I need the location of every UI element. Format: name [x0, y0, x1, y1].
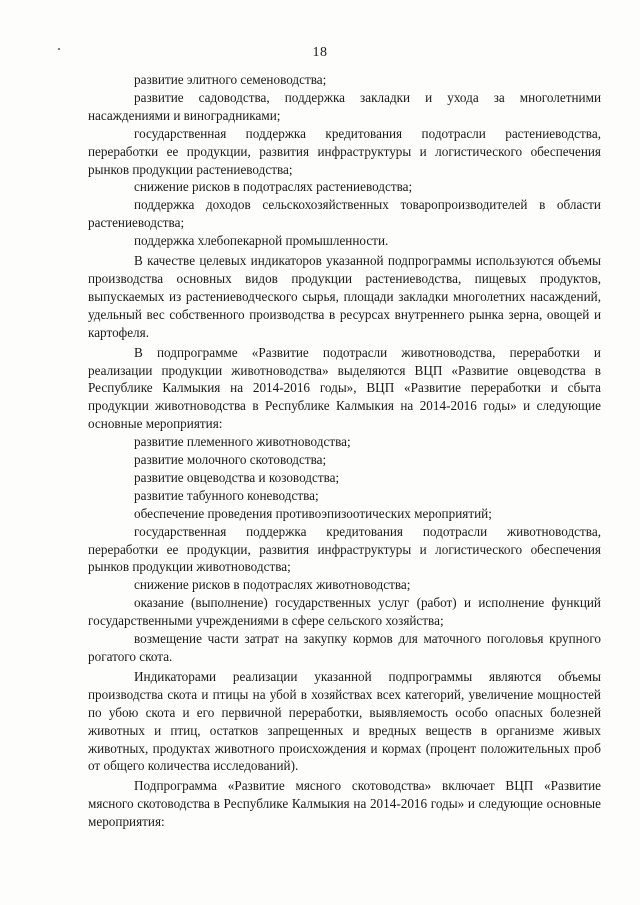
list-item: развитие садоводства, поддержка закладки и ухода за многолетними насаждениями и виноградниками; — [88, 89, 601, 123]
page-number: 18 — [312, 45, 328, 60]
paragraph: В подпрограмме «Развитие подотрасли животноводства, переработки и реализации продукции животноводства» выделяются ВЦП «Развитие овцеводства в Республике Калмыкия на 2014-2016 годы», ВЦП «Развитие переработки и сбыта продукции животноводства в Республике Калмыкия на 2014-2016 годы» и следующие основные мероприятия: — [88, 344, 601, 432]
list-item: развитие племенного животноводства; — [134, 434, 351, 450]
list-item: развитие элитного семеноводства; — [134, 72, 327, 87]
paragraph: В качестве целевых индикаторов указанной подпрограммы используются объемы производства основных видов продукции растениеводства, пищевых продуктов, выпускаемых из растениеводческого сырья, площади закладки многолетних насаждений, удельный вес собственного производства в ресурсах внутреннего рынка зерна, овощей и картофеля. — [88, 253, 601, 340]
list-item: государственная поддержка кредитования подотрасли растениеводства, переработки ее продукции, развития инфраструктуры и логистического обеспечения рынков продукции растениеводства; — [88, 125, 601, 177]
list-item: оказание (выполнение) государственных услуг (работ) и исполнение функций государственными учреждениями в сфере сельского хозяйства; — [88, 595, 601, 629]
paragraph: Подпрограмма «Развитие мясного скотоводства» включает ВЦП «Развитие мясного скотоводства в Республике Калмыкия на 2014-2016 годы» и следующие основные мероприятия: — [88, 778, 601, 830]
list-item: развитие табунного коневодства; — [134, 487, 319, 503]
list-item: снижение рисков в подотраслях животноводства; — [134, 577, 411, 593]
list-item: снижение рисков в подотраслях растениеводства; — [134, 179, 413, 195]
list-item: государственная поддержка кредитования подотрасли животноводства, переработки ее продукции, развития инфраструктуры и логистического обеспечения рынков продукции животноводства; — [88, 523, 601, 575]
list-item: поддержка хлебопекарной промышленности. — [134, 233, 389, 249]
list-item: возмещение части затрат на закупку кормов для маточного поголовья крупного рогатого скота. — [88, 631, 601, 664]
paragraph: Индикаторами реализации указанной подпрограммы являются объемы производства скота и птицы на убой в хозяйствах всех категорий, увеличение мощностей по убою скота и его первичной переработки, выявляемость особо опасных болезней животных и птиц, остатков запрещенных и вредных веществ в организме живых животных, продуктах животного происхождения и кормах (процент положительных проб от общего количества исследований). — [88, 668, 601, 774]
list-item: поддержка доходов сельскохозяйственных товаропроизводителей в области растениеводства; — [88, 197, 601, 231]
document-body — [88, 71, 601, 831]
list-item: развитие овцеводства и козоводства; — [134, 469, 340, 485]
list-item: обеспечение проведения противоэпизоотических мероприятий; — [134, 505, 492, 521]
list-item: развитие молочного скотоводства; — [134, 452, 327, 468]
